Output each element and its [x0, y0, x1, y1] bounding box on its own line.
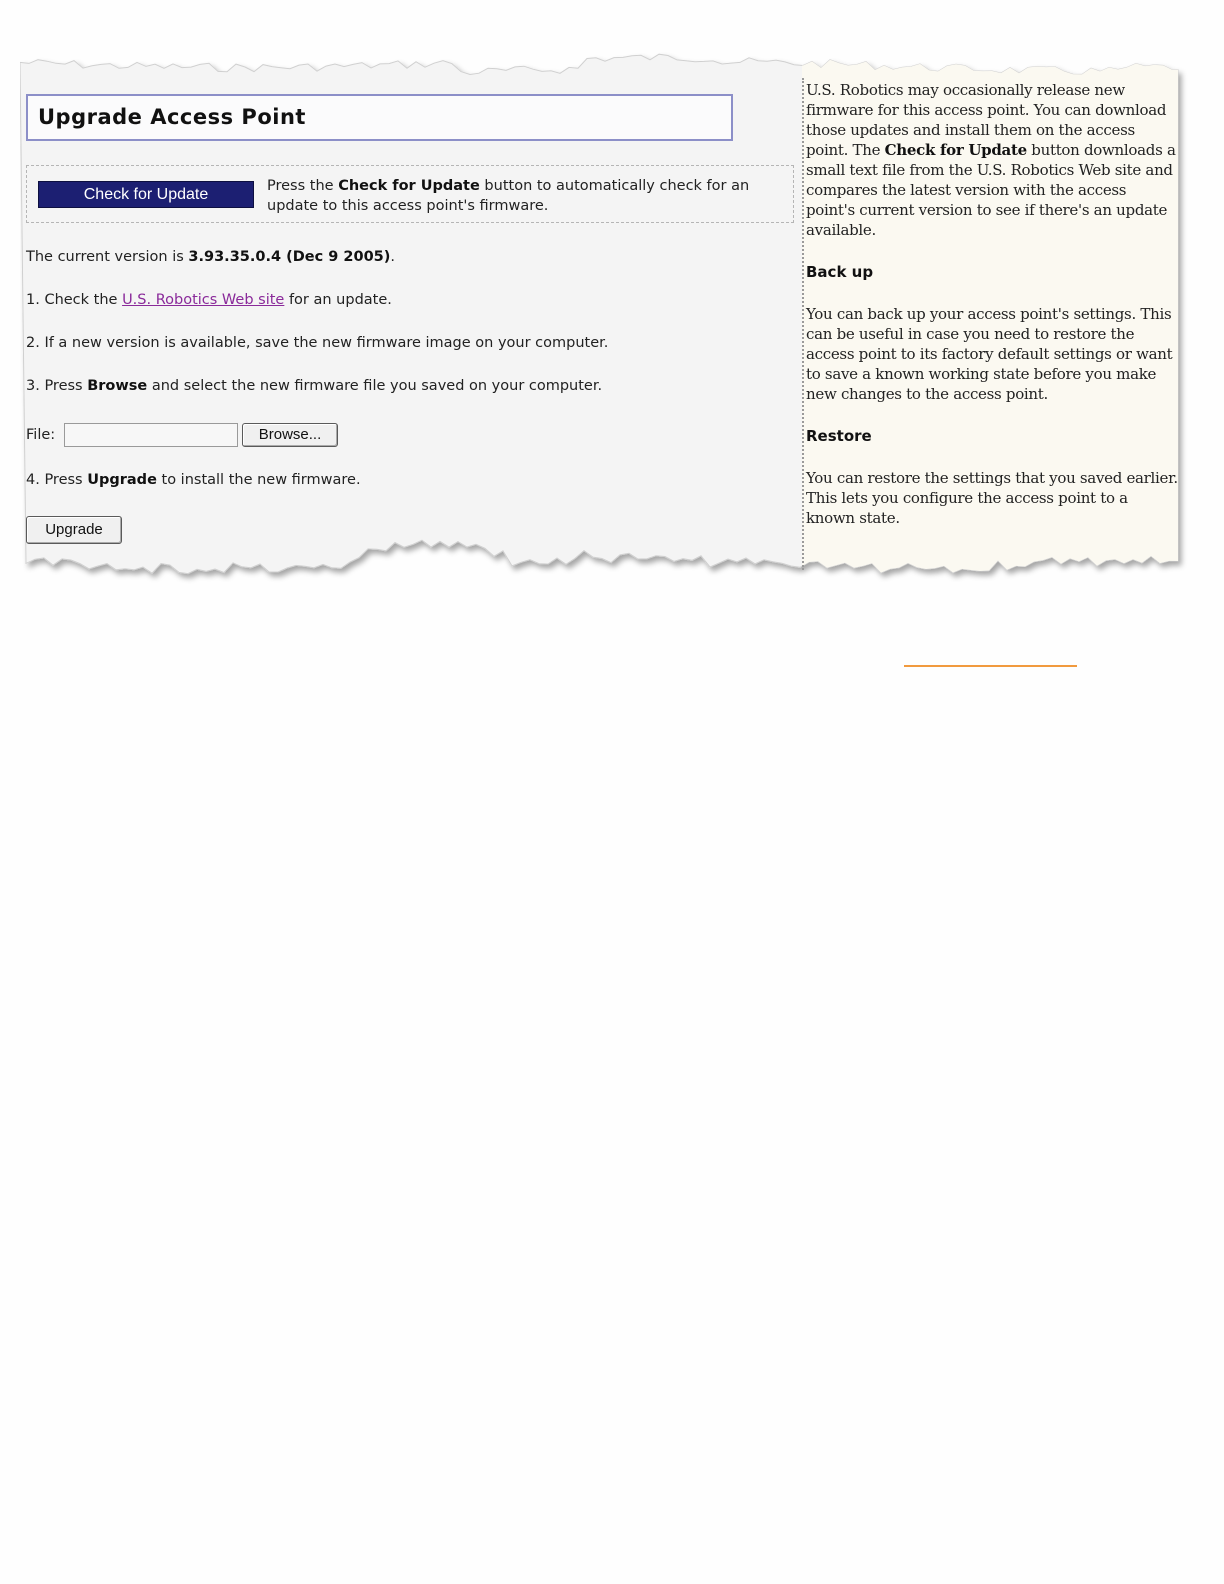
step-3-text: 3. Press: [26, 378, 88, 394]
step-4-text-end: to install the new firmware.: [156, 472, 361, 488]
step-1-text: 1. Check the: [26, 292, 123, 308]
panel-divider: [802, 78, 804, 570]
step-4: [26, 472, 361, 488]
backup-text: You can back up your access point's settings. This can be useful in case you need to restore the access point to its factory default settings or want to save a known working state before you make new changes to the access point.: [806, 305, 1173, 403]
backup-heading: Back up: [806, 263, 874, 281]
desc-bold: Check for Update: [338, 178, 480, 194]
check-update-description: [267, 176, 787, 216]
file-label: File:: [26, 427, 56, 443]
step-3-text-end: and select the new firmware file you saved on your computer.: [147, 378, 603, 394]
help-intro-text-end: button downloads a small text file from the U.S. Robotics Web site and compares the latest version with the access point's current version to see if there's an update available.: [806, 141, 1176, 239]
version-value: 3.93.35.0.4 (Dec 9 2005): [188, 249, 391, 265]
current-version-line: [26, 249, 395, 265]
desc-text: Press the: [267, 178, 339, 194]
step-1: [26, 292, 392, 308]
browse-button[interactable]: Browse...: [242, 423, 338, 447]
screenshot-clipping: [20, 48, 1192, 595]
version-label: The current version is: [26, 249, 189, 265]
restore-heading: Restore: [806, 427, 872, 445]
page-title-box: [26, 94, 733, 141]
version-period: .: [390, 249, 395, 265]
desc-text-end: button to automatically check for an update to this access point's firmware.: [267, 178, 750, 214]
upgrade-button[interactable]: Upgrade: [26, 516, 122, 544]
file-path-input[interactable]: [64, 423, 238, 447]
step-2: 2. If a new version is available, save the new firmware image on your computer.: [26, 335, 609, 351]
page-title: Upgrade Access Point: [38, 105, 306, 129]
step-1-text-end: for an update.: [284, 292, 392, 308]
check-for-update-button[interactable]: Check for Update: [38, 181, 254, 208]
restore-text: You can restore the settings that you saved earlier. This lets you configure the access point to a known state.: [806, 469, 1178, 527]
help-intro-text: U.S. Robotics may occasionally release new firmware for this access point. You can download those updates and install them on the access point. The: [806, 81, 1167, 159]
check-update-section: [26, 165, 794, 223]
usr-website-link[interactable]: U.S. Robotics Web site: [122, 292, 285, 308]
help-intro-bold: Check for Update: [884, 141, 1027, 159]
accent-underline: [904, 665, 1077, 667]
step-3-bold: Browse: [87, 378, 148, 394]
help-panel: [806, 80, 1178, 528]
step-4-text: 4. Press: [26, 472, 88, 488]
help-intro: [806, 80, 1178, 240]
step-3: [26, 378, 602, 394]
upgrade-panel: [20, 48, 802, 595]
step-4-bold: Upgrade: [87, 472, 157, 488]
